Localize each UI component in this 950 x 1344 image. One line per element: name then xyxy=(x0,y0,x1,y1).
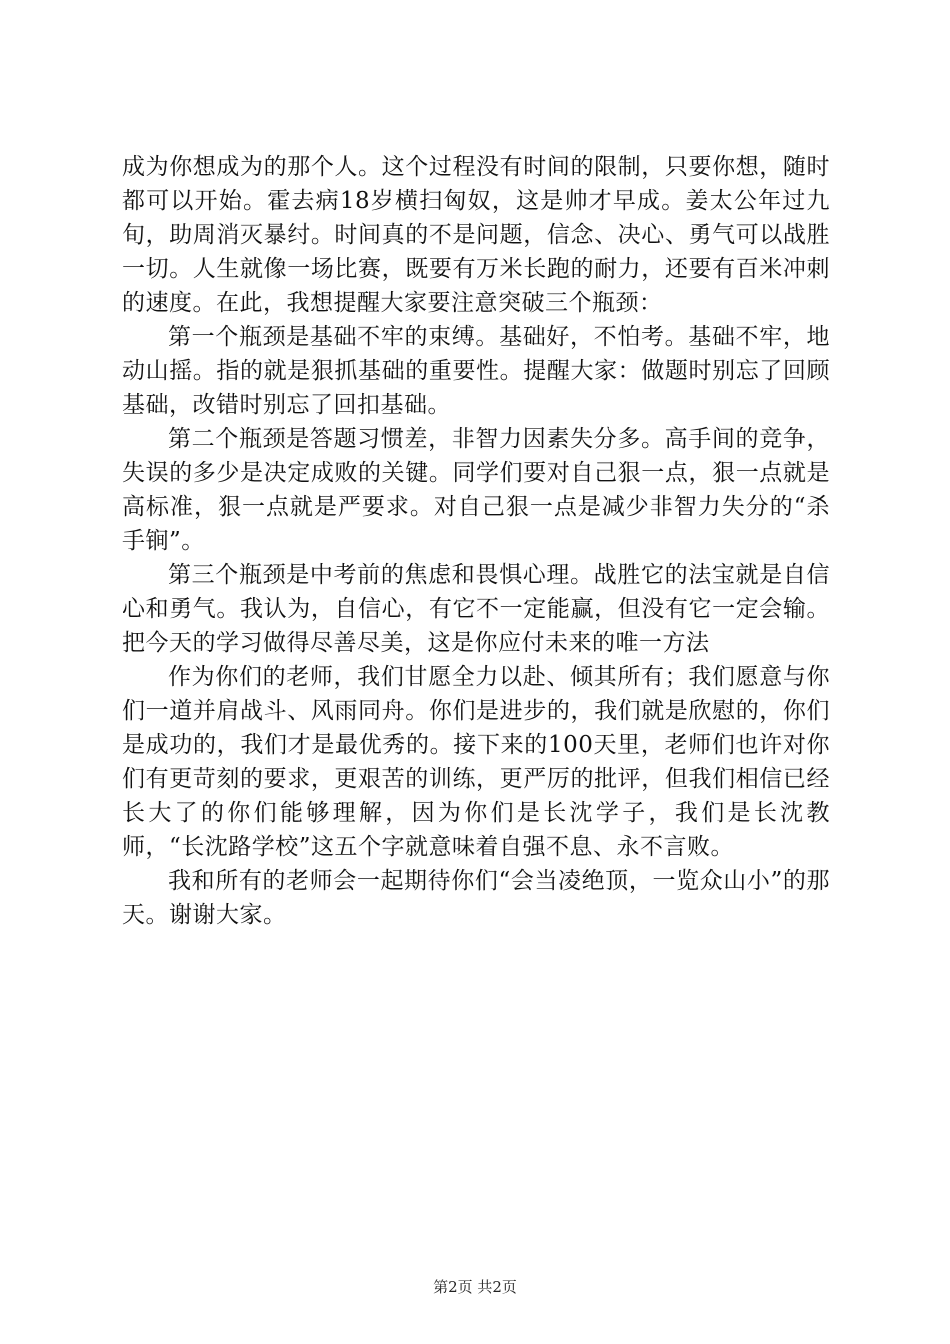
paragraph-intro: 成为你想成为的那个人。这个过程没有时间的限制，只要你想，随时都可以开始。霍去病18岁横扫匈奴，这是帅才早成。姜太公年过九旬，助周消灭暴纣。时间真的不是问题，信念、决心、勇气可以战胜一切。人生就像一场比赛，既要有万米长跑的耐力，还要有百米冲刺的速度。在此，我想提醒大家要注意突破三个瓶颈： xyxy=(122,154,830,316)
document-body xyxy=(122,150,830,932)
paragraph-bottleneck-3: 第三个瓶颈是中考前的焦虑和畏惧心理。战胜它的法宝就是自信心和勇气。我认为，自信心，有它不一定能赢，但没有它一定会输。把今天的学习做得尽善尽美，这是你应付未来的唯一方法 xyxy=(122,562,830,656)
paragraph-teachers: 作为你们的老师，我们甘愿全力以赴、倾其所有；我们愿意与你们一道并肩战斗、风雨同舟。你们是进步的，我们就是欣慰的，你们是成功的，我们才是最优秀的。接下来的100天里，老师们也许对你们有更苛刻的要求，更艰苦的训练，更严厉的批评，但我们相信已经长大了的你们能够理解，因为你们是长沈学子，我们是长沈教师，“长沈路学校”这五个字就意味着自强不息、永不言败。 xyxy=(122,664,830,860)
paragraph-closing: 我和所有的老师会一起期待你们“会当凌绝顶，一览众山小”的那天。谢谢大家。 xyxy=(122,868,830,928)
page-number-footer: 第2页 共2页 xyxy=(433,1278,517,1296)
paragraph-bottleneck-2: 第二个瓶颈是答题习惯差，非智力因素失分多。高手间的竞争，失误的多少是决定成败的关键。同学们要对自己狠一点，狠一点就是高标准，狠一点就是严要求。对自己狠一点是减少非智力失分的“杀手锏”。 xyxy=(122,426,830,554)
paragraph-bottleneck-1: 第一个瓶颈是基础不牢的束缚。基础好，不怕考。基础不牢，地动山摇。指的就是狠抓基础的重要性。提醒大家：做题时别忘了回顾基础，改错时别忘了回扣基础。 xyxy=(122,324,830,418)
